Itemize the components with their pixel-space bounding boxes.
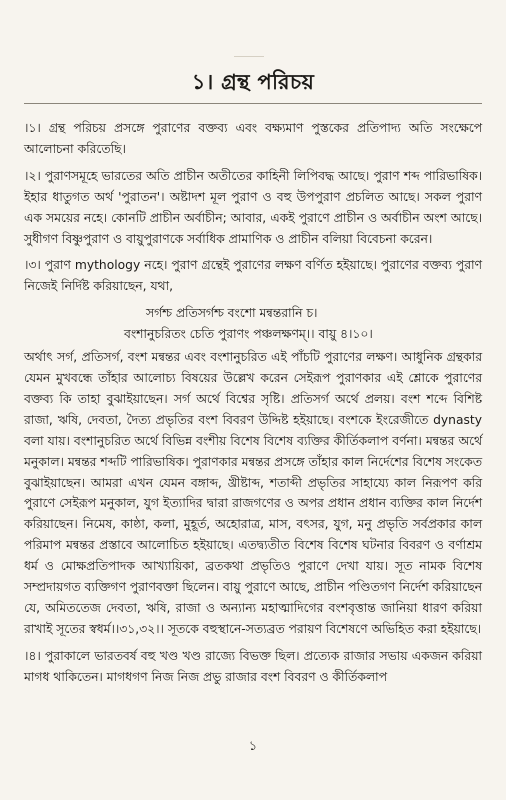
faint-header-mark	[234, 56, 264, 57]
chapter-title: ১। গ্রন্থ পরিচয়	[191, 70, 315, 94]
page-number: ১	[248, 739, 258, 754]
verse-line-2: বংশানুচরিতং চেতি পুরাণং পঞ্চলক্ষণম্।। বায়ু ৪।১০।	[124, 327, 373, 342]
paragraph-1: ।১। গ্রন্থ পরিচয় প্রসঙ্গে পুরাণের বক্তব্য এবং বক্ষ্যমাণ পুস্তকের প্রতিপাদ্য অতি সংক্ষেপে আলোচনা করিতেছি।	[24, 121, 482, 156]
paragraph-5: ।৪। পুরাকালে ভারতবর্ষ বহু খণ্ড খণ্ড রাজ্যে বিভক্ত ছিল। প্রত্যেক রাজার সভায় একজন করিয়া মাগধ থাকিতেন। মাগধগণ নিজ নিজ প্রভু রাজার বংশ বিবরণ ও কীর্তিকলাপ	[24, 648, 482, 684]
paragraph-3: ।৩। পুরাণ mythology নহে। পুরাণ গ্রন্থেই পুরাণের লক্ষণ বর্ণিত হইয়াছে। পুরাণের বক্তব্য পুরাণ নিজেই নির্দিষ্ট করিয়াছেন, যথা,	[24, 258, 482, 294]
body-text	[24, 118, 482, 694]
title-divider	[24, 103, 482, 104]
verse-line-1: সর্গশ্চ প্রতিসর্গশ্চ বংশো মন্বন্তরানি চ।	[146, 306, 318, 321]
paragraph-2: ।২। পুরাণসমূহে ভারতের অতি প্রাচীন অতীতের কাহিনী লিপিবদ্ধ আছে। পুরাণ শব্দ পারিভাষিক। ইহার ধাতুগত অর্থ 'পুরাতন'। অষ্টাদশ মূল পুরাণ ও বহু উপপুরাণ প্রচলিত আছে। সকল পুরাণ এক সময়ের নহে। কোনটি প্রাচীন অর্বাচীন; আবার, একই পুরাণে প্রাচীন ও অর্বাচীন অংশ আছে। সুধীগণ বিষ্ণুপুরাণ ও বায়ুপুরাণকে সর্বাধিক প্রামাণিক ও প্রাচীন বলিয়া বিবেচনা করেন।	[24, 168, 482, 246]
paragraph-4: অর্থাৎ সর্গ, প্রতিসর্গ, বংশ মন্বন্তর এবং বংশানুচরিত এই পাঁচটি পুরাণের লক্ষণ। আধুনিক গ্রন্থকার যেমন মুখবন্ধে তাঁহার আলোচ্য বিষয়ের উল্লেখ করেন সেইরূপ পুরাণকার এই শ্লোকে পুরাণের বক্তব্য কি তাহা বুঝাইয়াছেন। সর্গ অর্থে বিশ্বের সৃষ্টি। প্রতিসর্গ অর্থে প্রলয়। বংশ শব্দে বিশিষ্ট রাজা, ঋষি, দেবতা, দৈত্য প্রভৃতির বংশ বিবরণ উদ্দিষ্ট হইয়াছে। বংশকে ইংরেজীতে dynasty বলা যায়। বংশানুচরিত অর্থে বিভিন্ন বংশীয় বিশেষ বিশেষ ব্যক্তির কীর্তিকলাপ বর্ণনা। মন্বন্তর অর্থে মনুকাল। মন্বন্তর শব্দটি পারিভাষিক। পুরাণকার মন্বন্তর প্রসঙ্গে তাঁহার কাল নির্দেশের বিশেষ সংকেত বুঝাইয়াছেন। আমরা এখন যেমন বঙ্গাব্দ, খ্রীষ্টাব্দ, শতাব্দী প্রভৃতির সাহায্যে কাল নিরূপণ করি পুরাণে সেইরূপ মনুকাল, যুগ ইত্যাদির দ্বারা রাজগণের ও অপর প্রধান প্রধান ব্যক্তির কাল নির্দেশ করিয়াছেন। নিমেষ, কাষ্ঠা, কলা, মুহূর্ত, অহোরাত্র, মাস, বৎসর, যুগ, মনু প্রভৃতি সর্বপ্রকার কাল পরিমাপ মন্বন্তর প্রস্তাবে আলোচিত হইয়াছে। এতদ্ব্যতীত বিশেষ বিশেষ ঘটনার বিবরণ ও বর্ণাশ্রম ধর্ম ও মোক্ষপ্রতিপাদক আখ্যায়িকা, ব্রতকথা প্রভৃতিও পুরাণে দেখা যায়। সূত নামক বিশেষ সম্প্রদায়গত ব্যক্তিগণ পুরাণবক্তা ছিলেন। বায়ু পুরাণে আছে, প্রাচীন পণ্ডিতগণ নির্দেশ করিয়াছেন যে, অমিততেজ দেবতা, ঋষি, রাজা ও অন্যান্য মহাত্মাদিগের বংশবৃত্তান্ত জানিয়া ধারণ করিয়া রাখাই সূতের স্বধর্ম।।৩১,৩২।। সূতকে বহুস্থানে-সত্যব্রত পরায়ণ বিশেষণে অভিহিত করা হইয়াছে।	[24, 350, 482, 636]
